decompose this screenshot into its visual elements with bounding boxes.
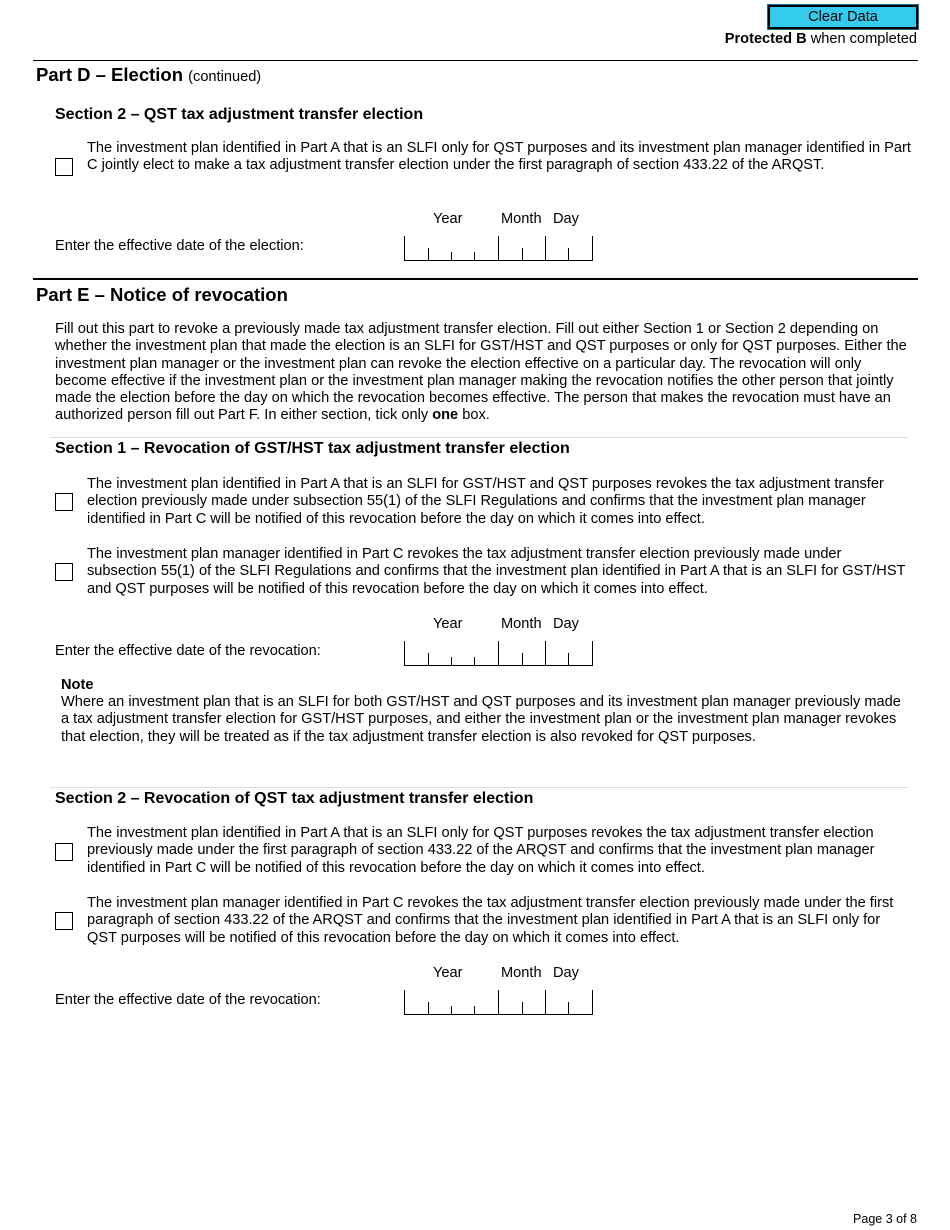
day-header: Day bbox=[553, 616, 579, 632]
page-number: Page 3 of 8 bbox=[853, 1212, 917, 1226]
note-title: Note bbox=[61, 677, 94, 693]
part-e-title: Part E – Notice of revocation bbox=[36, 284, 288, 305]
section2-option2-checkbox[interactable] bbox=[55, 912, 73, 930]
section2-option1-text: The investment plan identified in Part A that is an SLFI only for QST purposes revokes the tax adjustment transfer election previously made under the first paragraph of section 433.22 of the ARQST and confirms that the investment plan manager identified in Part C will be notified of this revocation before the day on which it comes into effect. bbox=[87, 825, 875, 876]
section1-date-field[interactable] bbox=[404, 641, 593, 666]
date-box-divider bbox=[474, 252, 475, 260]
part-d-title-text: Part D – Election bbox=[36, 64, 184, 85]
divider-top bbox=[33, 60, 918, 61]
section1-option1-checkbox[interactable] bbox=[55, 493, 73, 511]
section1-date-label: Enter the effective date of the revocation: bbox=[55, 643, 321, 659]
section2-date-label: Enter the effective date of the revocation: bbox=[55, 992, 321, 1008]
section2-option1-checkbox[interactable] bbox=[55, 843, 73, 861]
date-box-divider bbox=[451, 252, 452, 260]
part-e-intro-bold: one bbox=[432, 407, 459, 424]
section2-option2-text: The investment plan manager identified in Part C revokes the tax adjustment transfer election previously made under the first paragraph of section 433.22 of the ARQST and confirms that the investment plan identified in Part A that is an SLFI only for QST purposes will be notified of this revocation before the day on which it comes into effect. bbox=[87, 895, 894, 946]
date-box-divider bbox=[451, 657, 452, 665]
date-box-divider bbox=[428, 1002, 429, 1014]
section2-title: Section 2 – Revocation of QST tax adjustment transfer election bbox=[55, 790, 534, 807]
protected-bold: Protected B bbox=[724, 31, 807, 47]
section2-date-field[interactable] bbox=[404, 990, 593, 1015]
date-box-divider bbox=[474, 657, 475, 665]
clear-data-button[interactable]: Clear Data bbox=[768, 5, 918, 29]
date-box-divider bbox=[522, 248, 523, 260]
election-date-field[interactable] bbox=[404, 236, 593, 261]
part-d-title-suffix: (continued) bbox=[188, 69, 262, 85]
protected-b-label bbox=[725, 31, 917, 47]
month-header: Month bbox=[501, 965, 542, 981]
part-e-intro-end: box. bbox=[458, 407, 490, 424]
year-header: Year bbox=[433, 616, 463, 632]
election-date-label: Enter the effective date of the election: bbox=[55, 238, 304, 254]
date-box-divider bbox=[474, 1006, 475, 1014]
date-box-divider bbox=[568, 248, 569, 260]
section1-option2-text: The investment plan manager identified in Part C revokes the tax adjustment transfer election previously made under subsection 55(1) of the SLFI Regulations and confirms that the investment plan identified in Part A that is an SLFI for GST/HST and QST purposes will be notified of this revocation before the day on which it comes into effect. bbox=[87, 546, 906, 597]
date-box-divider bbox=[428, 653, 429, 665]
part-d-title bbox=[36, 64, 261, 86]
day-header: Day bbox=[553, 965, 579, 981]
year-header: Year bbox=[433, 211, 463, 227]
part-e-intro bbox=[55, 321, 910, 425]
qst-election-checkbox[interactable] bbox=[55, 158, 73, 176]
protected-rest: when completed bbox=[806, 31, 917, 47]
date-box-divider bbox=[568, 1002, 569, 1014]
divider-section2 bbox=[50, 787, 908, 788]
date-box-divider bbox=[498, 990, 499, 1014]
date-box-divider bbox=[522, 1002, 523, 1014]
date-box-divider bbox=[545, 236, 546, 260]
date-box-divider bbox=[545, 990, 546, 1014]
divider-section1 bbox=[50, 437, 908, 438]
section1-title: Section 1 – Revocation of GST/HST tax adjustment transfer election bbox=[55, 440, 570, 457]
year-header: Year bbox=[433, 965, 463, 981]
date-box-divider bbox=[451, 1006, 452, 1014]
qst-election-text: The investment plan identified in Part A that is an SLFI only for QST purposes and its investment plan manager identified in Part C jointly elect to make a tax adjustment transfer election under the first paragraph of section 433.22 of the ARQST. bbox=[87, 140, 911, 174]
month-header: Month bbox=[501, 211, 542, 227]
date-box-divider bbox=[498, 236, 499, 260]
date-box-divider bbox=[498, 641, 499, 665]
date-box-divider bbox=[568, 653, 569, 665]
section1-option2-checkbox[interactable] bbox=[55, 563, 73, 581]
note-text: Where an investment plan that is an SLFI for both GST/HST and QST purposes and its investment plan manager previously made a tax adjustment transfer election for GST/HST purposes, and either the investment plan or the investment plan manager revokes that election, they will be treated as if the tax adjustment transfer election is also revoked for QST purposes. bbox=[61, 694, 901, 745]
date-box-divider bbox=[545, 641, 546, 665]
month-header: Month bbox=[501, 616, 542, 632]
date-box-divider bbox=[522, 653, 523, 665]
date-box-divider bbox=[428, 248, 429, 260]
divider-part-e bbox=[33, 278, 918, 280]
section1-option1-text: The investment plan identified in Part A that is an SLFI for GST/HST and QST purposes revokes the tax adjustment transfer election previously made under subsection 55(1) of the SLFI Regulations and confirms that the investment plan manager identified in Part C will be notified of this revocation before the day on which it comes into effect. bbox=[87, 476, 884, 527]
part-d-section2-title: Section 2 – QST tax adjustment transfer election bbox=[55, 106, 424, 123]
day-header: Day bbox=[553, 211, 579, 227]
part-e-intro-main: Fill out this part to revoke a previously made tax adjustment transfer election. Fill out either Section 1 or Section 2 depending on whether the investment plan that made the election is an SLFI for GST/HST and QST purposes or only for QST purposes. Either the investment plan manager or the investment plan can revoke the election effective on a particular day. The revocation will only become effective if the investment plan or the investment plan manager making the revocation notifies the other person that jointly made the election before the day on which the revocation becomes effective. The person that makes the revocation must have an authorized person fill out Part F. In either section, tick only bbox=[55, 321, 907, 424]
